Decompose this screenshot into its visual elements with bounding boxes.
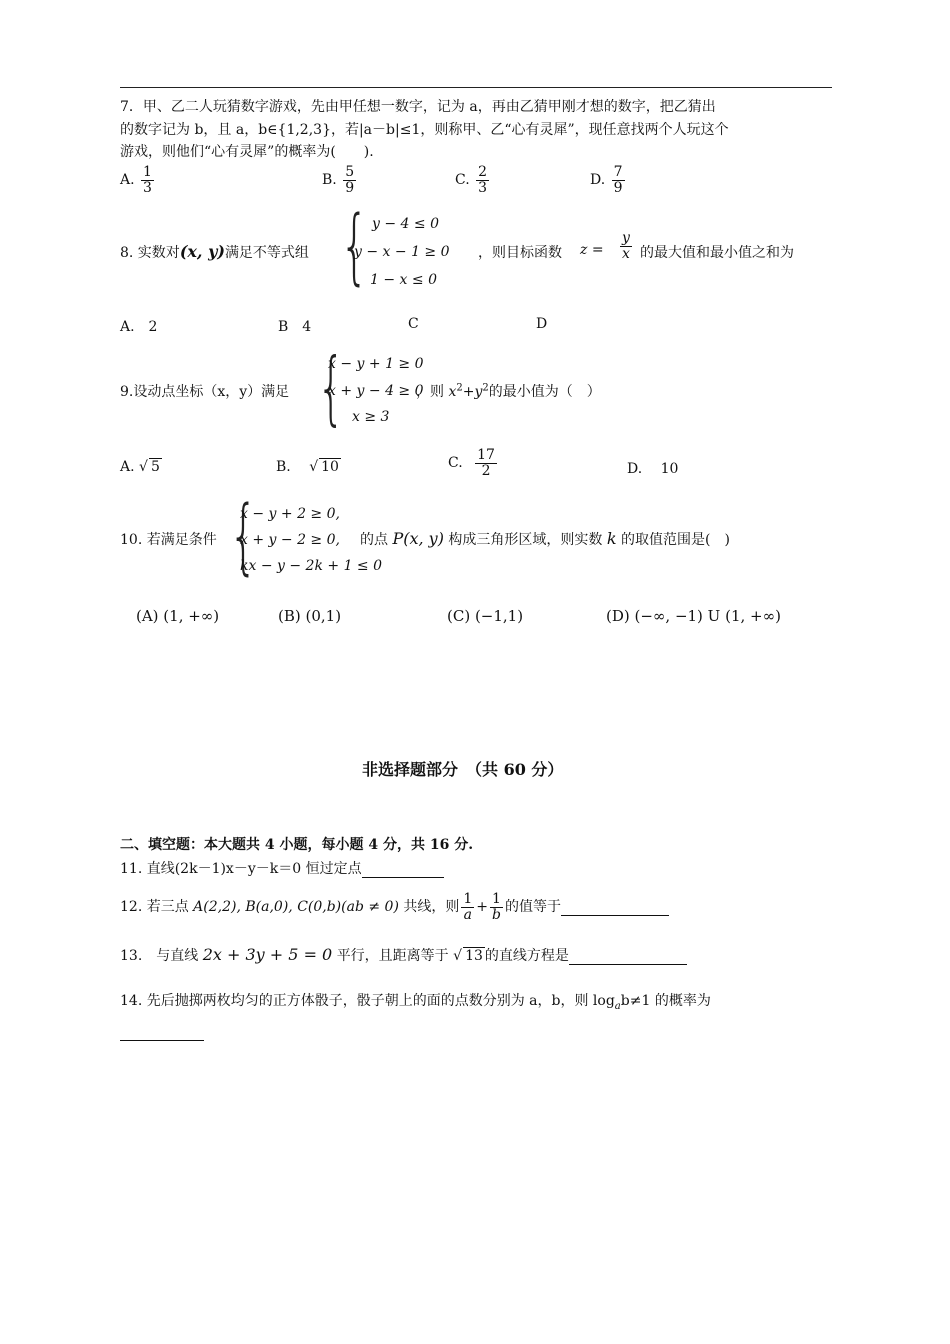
q7-line2: 的数字记为 b，且 a，b∈{1,2,3}，若|a－b|≤1，则称甲、乙“心有灵犀”，现任意找两个人玩这个: [120, 122, 729, 138]
q10-mid2: 构成三角形区域，则实数: [448, 532, 603, 548]
q9-cond2: x + y − 4 ≥ 0: [328, 383, 424, 399]
q12: [120, 892, 669, 922]
numerator: 2: [478, 164, 488, 180]
q8-cond1: y − 4 ≤ 0: [372, 216, 439, 232]
q10-point: P(x, y): [392, 529, 444, 548]
denominator: a: [463, 906, 473, 923]
q7-option-b[interactable]: [322, 165, 358, 195]
q12-suffix: 的值等于: [505, 899, 561, 916]
q10-cond1: x − y + 2 ≥ 0,: [240, 506, 340, 522]
numerator: 7: [613, 164, 623, 180]
q10-option-b[interactable]: (B) (0,1): [278, 607, 342, 625]
numerator: 1: [463, 891, 473, 907]
option-label: A.: [120, 172, 135, 189]
numerator: 1: [490, 892, 503, 908]
q10-mid1: 的点: [360, 532, 388, 548]
q7-option-a[interactable]: [120, 165, 156, 195]
sqrt-value: 5: [150, 459, 160, 475]
q13: [120, 945, 687, 965]
sqrt-symbol: √: [309, 459, 319, 475]
q10-stem: 10. 若满足条件: [120, 532, 217, 548]
q9-option-b[interactable]: [276, 458, 341, 475]
q10-cond3: kx − y − 2k + 1 ≤ 0: [240, 558, 383, 574]
q12-answer-blank[interactable]: [561, 899, 669, 916]
q8-pair: (x, y): [179, 242, 225, 261]
denominator: 3: [143, 179, 152, 196]
numerator: 1: [143, 164, 152, 180]
q8-option-b[interactable]: B 4: [278, 319, 312, 335]
option-label: A.: [120, 459, 135, 475]
part2-header: 二、填空题：本大题共 4 小题，每小题 4 分，共 16 分.: [120, 837, 474, 853]
option-label: B.: [276, 459, 291, 475]
q14-text-pre: 14. 先后抛掷两枚均匀的正方体骰子，骰子朝上的面的点数分别为 a，b，则 log: [120, 993, 615, 1009]
q13-line: 2x + 3y + 5 = 0: [202, 945, 333, 964]
q14-answer-blank[interactable]: [120, 1024, 204, 1041]
fraction: [475, 448, 497, 478]
q10-option-a[interactable]: (A) (1, +∞): [136, 607, 220, 625]
q9-plus: +: [462, 384, 475, 400]
q9-after: [416, 381, 601, 401]
q8-option-a[interactable]: A. 2: [120, 319, 158, 335]
q8-after: ，则目标函数: [478, 245, 562, 261]
q11: [120, 858, 444, 878]
option-label: B.: [322, 172, 337, 189]
q8-cond3: 1 − x ≤ 0: [370, 272, 437, 288]
q9-stem: 9.设动点坐标（x，y）满足: [120, 384, 290, 400]
numerator: y: [622, 230, 630, 246]
q9-suffix: 的最小值为（ ）: [488, 384, 601, 400]
q8-mid: 满足不等式组: [224, 245, 309, 261]
denominator: 9: [613, 179, 623, 196]
denominator: x: [622, 245, 630, 262]
q9-exp1: 2: [456, 382, 463, 394]
q9-cond1: x − y + 1 ≥ 0: [328, 356, 424, 372]
sqrt-symbol: √: [453, 948, 463, 964]
q13-suffix: 的直线方程是: [484, 948, 569, 964]
fraction: [476, 165, 489, 195]
q7-line1: 7．甲、乙二人玩猜数字游戏，先由甲任想一数字，记为 a，再由乙猜甲刚才想的数字，把乙猜出: [120, 99, 716, 115]
q9-brace: {: [317, 341, 345, 434]
denominator: 3: [478, 179, 488, 196]
denominator: 9: [345, 179, 355, 196]
sqrt-value: 10: [321, 459, 339, 475]
q8-stem: [120, 242, 309, 262]
top-rule: [120, 87, 832, 88]
q12-plus: +: [476, 899, 489, 916]
q14: [120, 990, 711, 1012]
q12-prefix: 12. 若三点: [120, 899, 189, 916]
q8-option-d[interactable]: D: [536, 316, 548, 332]
q9-option-c[interactable]: [448, 448, 499, 478]
option-label: C.: [455, 172, 470, 189]
q12-points: A(2,2), B(a,0), C(0,b)(ab ≠ 0): [193, 899, 399, 916]
q10-brace: {: [229, 489, 258, 584]
q9-option-d[interactable]: D. 10: [627, 461, 679, 477]
q9-cond3: x ≥ 3: [352, 409, 390, 425]
q14-text-post: b≠1 的概率为: [620, 993, 711, 1009]
denominator: b: [492, 906, 501, 923]
fraction: [141, 165, 154, 195]
denominator: 2: [481, 462, 491, 479]
q10-suffix: 的取值范围是( ): [621, 532, 730, 548]
q7-option-c[interactable]: [455, 165, 491, 195]
sqrt-value: 13: [465, 948, 483, 964]
q8-brace: {: [340, 199, 369, 294]
q13-mid: 平行，且距离等于: [336, 948, 449, 964]
q13-prefix: 13. 与直线: [120, 948, 199, 964]
q8-prefix: 8. 实数对: [120, 245, 180, 261]
q14-sub: a: [614, 1000, 621, 1012]
fraction: [490, 892, 503, 922]
fraction: [461, 892, 474, 922]
q10-option-c[interactable]: (C) (−1,1): [447, 607, 524, 625]
q13-answer-blank[interactable]: [569, 948, 687, 965]
q10-option-d[interactable]: (D) (−∞, −1) U (1, +∞): [606, 607, 781, 625]
numerator: 5: [345, 164, 355, 180]
q11-text: 11. 直线(2k－1)x－y－k＝0 恒过定点: [120, 861, 362, 877]
option-label: D.: [590, 172, 606, 189]
q8-cond2: y − x − 1 ≥ 0: [354, 244, 450, 260]
q8-z: z =: [580, 242, 604, 258]
q8-fraction: [618, 231, 634, 261]
sqrt-symbol: √: [139, 459, 148, 475]
q8-option-c[interactable]: C: [408, 316, 419, 332]
q9-y: y: [474, 384, 483, 400]
q10-k: k: [606, 529, 617, 548]
numerator: 17: [477, 447, 495, 463]
q8-suffix: 的最大值和最小值之和为: [640, 245, 794, 261]
option-label: C.: [448, 455, 463, 472]
q9-exp2: 2: [482, 382, 489, 394]
q10-cond2: x + y − 2 ≥ 0,: [240, 532, 340, 548]
q10-after: [360, 529, 730, 549]
q11-answer-blank[interactable]: [362, 861, 444, 878]
q9-after-pre: ，则: [416, 384, 449, 400]
q7-line3: 游戏，则他们“心有灵犀”的概率为( ).: [120, 144, 374, 160]
fraction: [343, 165, 356, 195]
fraction: [612, 165, 625, 195]
section-title: 非选择题部分 （共 60 分）: [362, 760, 564, 779]
q9-option-a[interactable]: [120, 458, 162, 475]
q9-x: x: [448, 384, 457, 400]
fraction: [620, 231, 632, 261]
q7-option-d[interactable]: [590, 165, 627, 195]
q12-mid: 共线，则: [403, 899, 460, 916]
